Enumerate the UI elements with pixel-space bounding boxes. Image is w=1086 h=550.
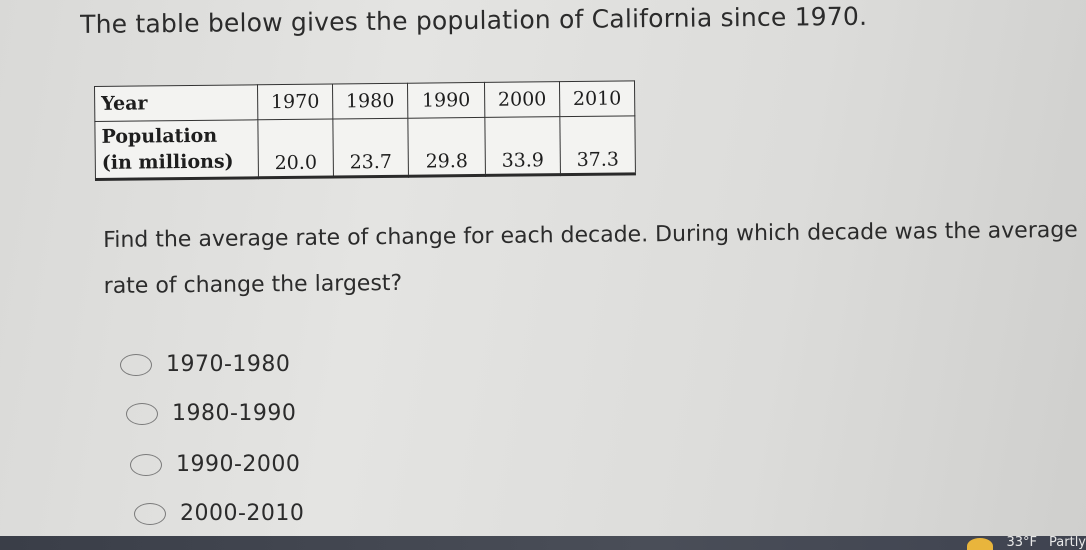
option-label: 1980-1990 [172,401,297,426]
option-label: 1990-2000 [176,452,301,477]
population-cell: 29.8 [408,117,486,176]
option-1980-1990[interactable] [126,401,296,426]
option-2000-2010[interactable] [134,501,304,526]
year-cell: 1990 [407,82,484,118]
population-cell: 23.7 [333,118,409,177]
population-cell: 33.9 [485,117,561,176]
radio-button[interactable] [130,454,162,476]
question-prompt: Find the average rate of change for each decade. During which decade was the average rate of change the largest? [103,217,1078,299]
radio-button[interactable] [120,354,152,376]
radio-button[interactable] [134,503,166,525]
radio-button[interactable] [126,403,158,425]
population-cell: 20.0 [258,119,334,178]
option-label: 1970-1980 [166,352,291,377]
year-cell: 1970 [257,84,332,120]
option-label: 2000-2010 [180,501,305,526]
year-cell: 2000 [484,82,559,118]
population-table [94,80,636,181]
population-header-line1: Population [101,124,218,148]
option-1990-2000[interactable] [130,452,300,477]
population-header-line2: (in millions) [101,150,234,174]
year-row [95,81,635,122]
population-cell: 37.3 [560,116,636,175]
population-table-container [94,80,636,181]
population-header [95,120,259,180]
taskbar [0,536,1086,550]
year-cell: 2010 [559,81,634,117]
population-row [95,116,636,180]
option-1970-1980[interactable] [120,352,290,377]
year-cell: 1980 [332,83,407,119]
year-header: Year [95,85,258,122]
weather-icon [967,538,993,550]
weather-temperature: 33°F [1006,536,1038,550]
intro-text: The table below gives the population of California since 1970. [80,1,868,39]
weather-widget[interactable] [967,536,1086,550]
weather-condition: Partly [1049,536,1086,550]
